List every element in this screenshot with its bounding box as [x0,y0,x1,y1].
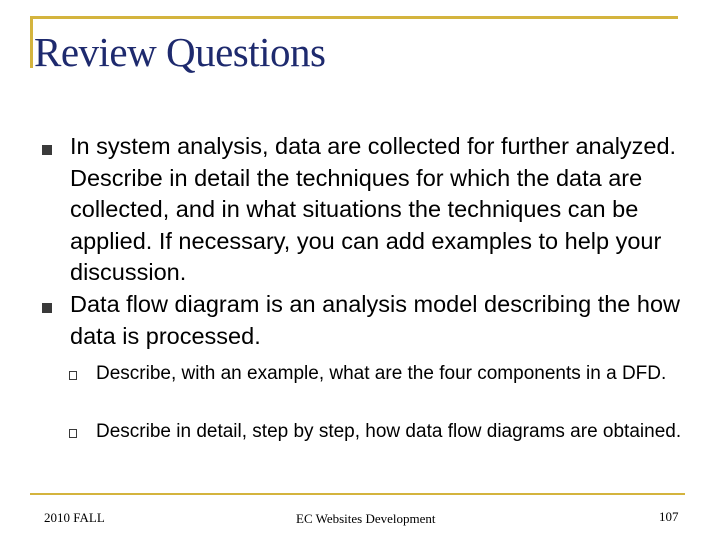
hollow-square-bullet-icon [69,429,77,438]
footer-term: 2010 FALL [44,510,105,525]
title-frame-top-line [30,16,678,19]
page-number: 107 [659,509,679,524]
hollow-square-bullet-icon [69,371,77,380]
sub-bullet-item-1: Describe, with an example, what are the four components in a DFD. [96,363,667,384]
footer-course-title: EC Websites Development [296,511,436,526]
slide-title: Review Questions [34,29,326,75]
bullet-item-1: In system analysis, data are collected for further analyzed. Describe in detail the techniques for which the data are collected, and in what situations the techniques can be applied. If necessary, you can add examples to help your discussion. [70,133,677,285]
square-bullet-icon [42,145,52,155]
square-bullet-icon [42,303,52,313]
bullet-item-2: Data flow diagram is an analysis model describing the how data is processed. [70,291,681,349]
footer-divider [30,493,685,495]
sub-bullet-item-2: Describe in detail, step by step, how data flow diagrams are obtained. [96,421,682,442]
title-frame-left-line [30,16,33,68]
